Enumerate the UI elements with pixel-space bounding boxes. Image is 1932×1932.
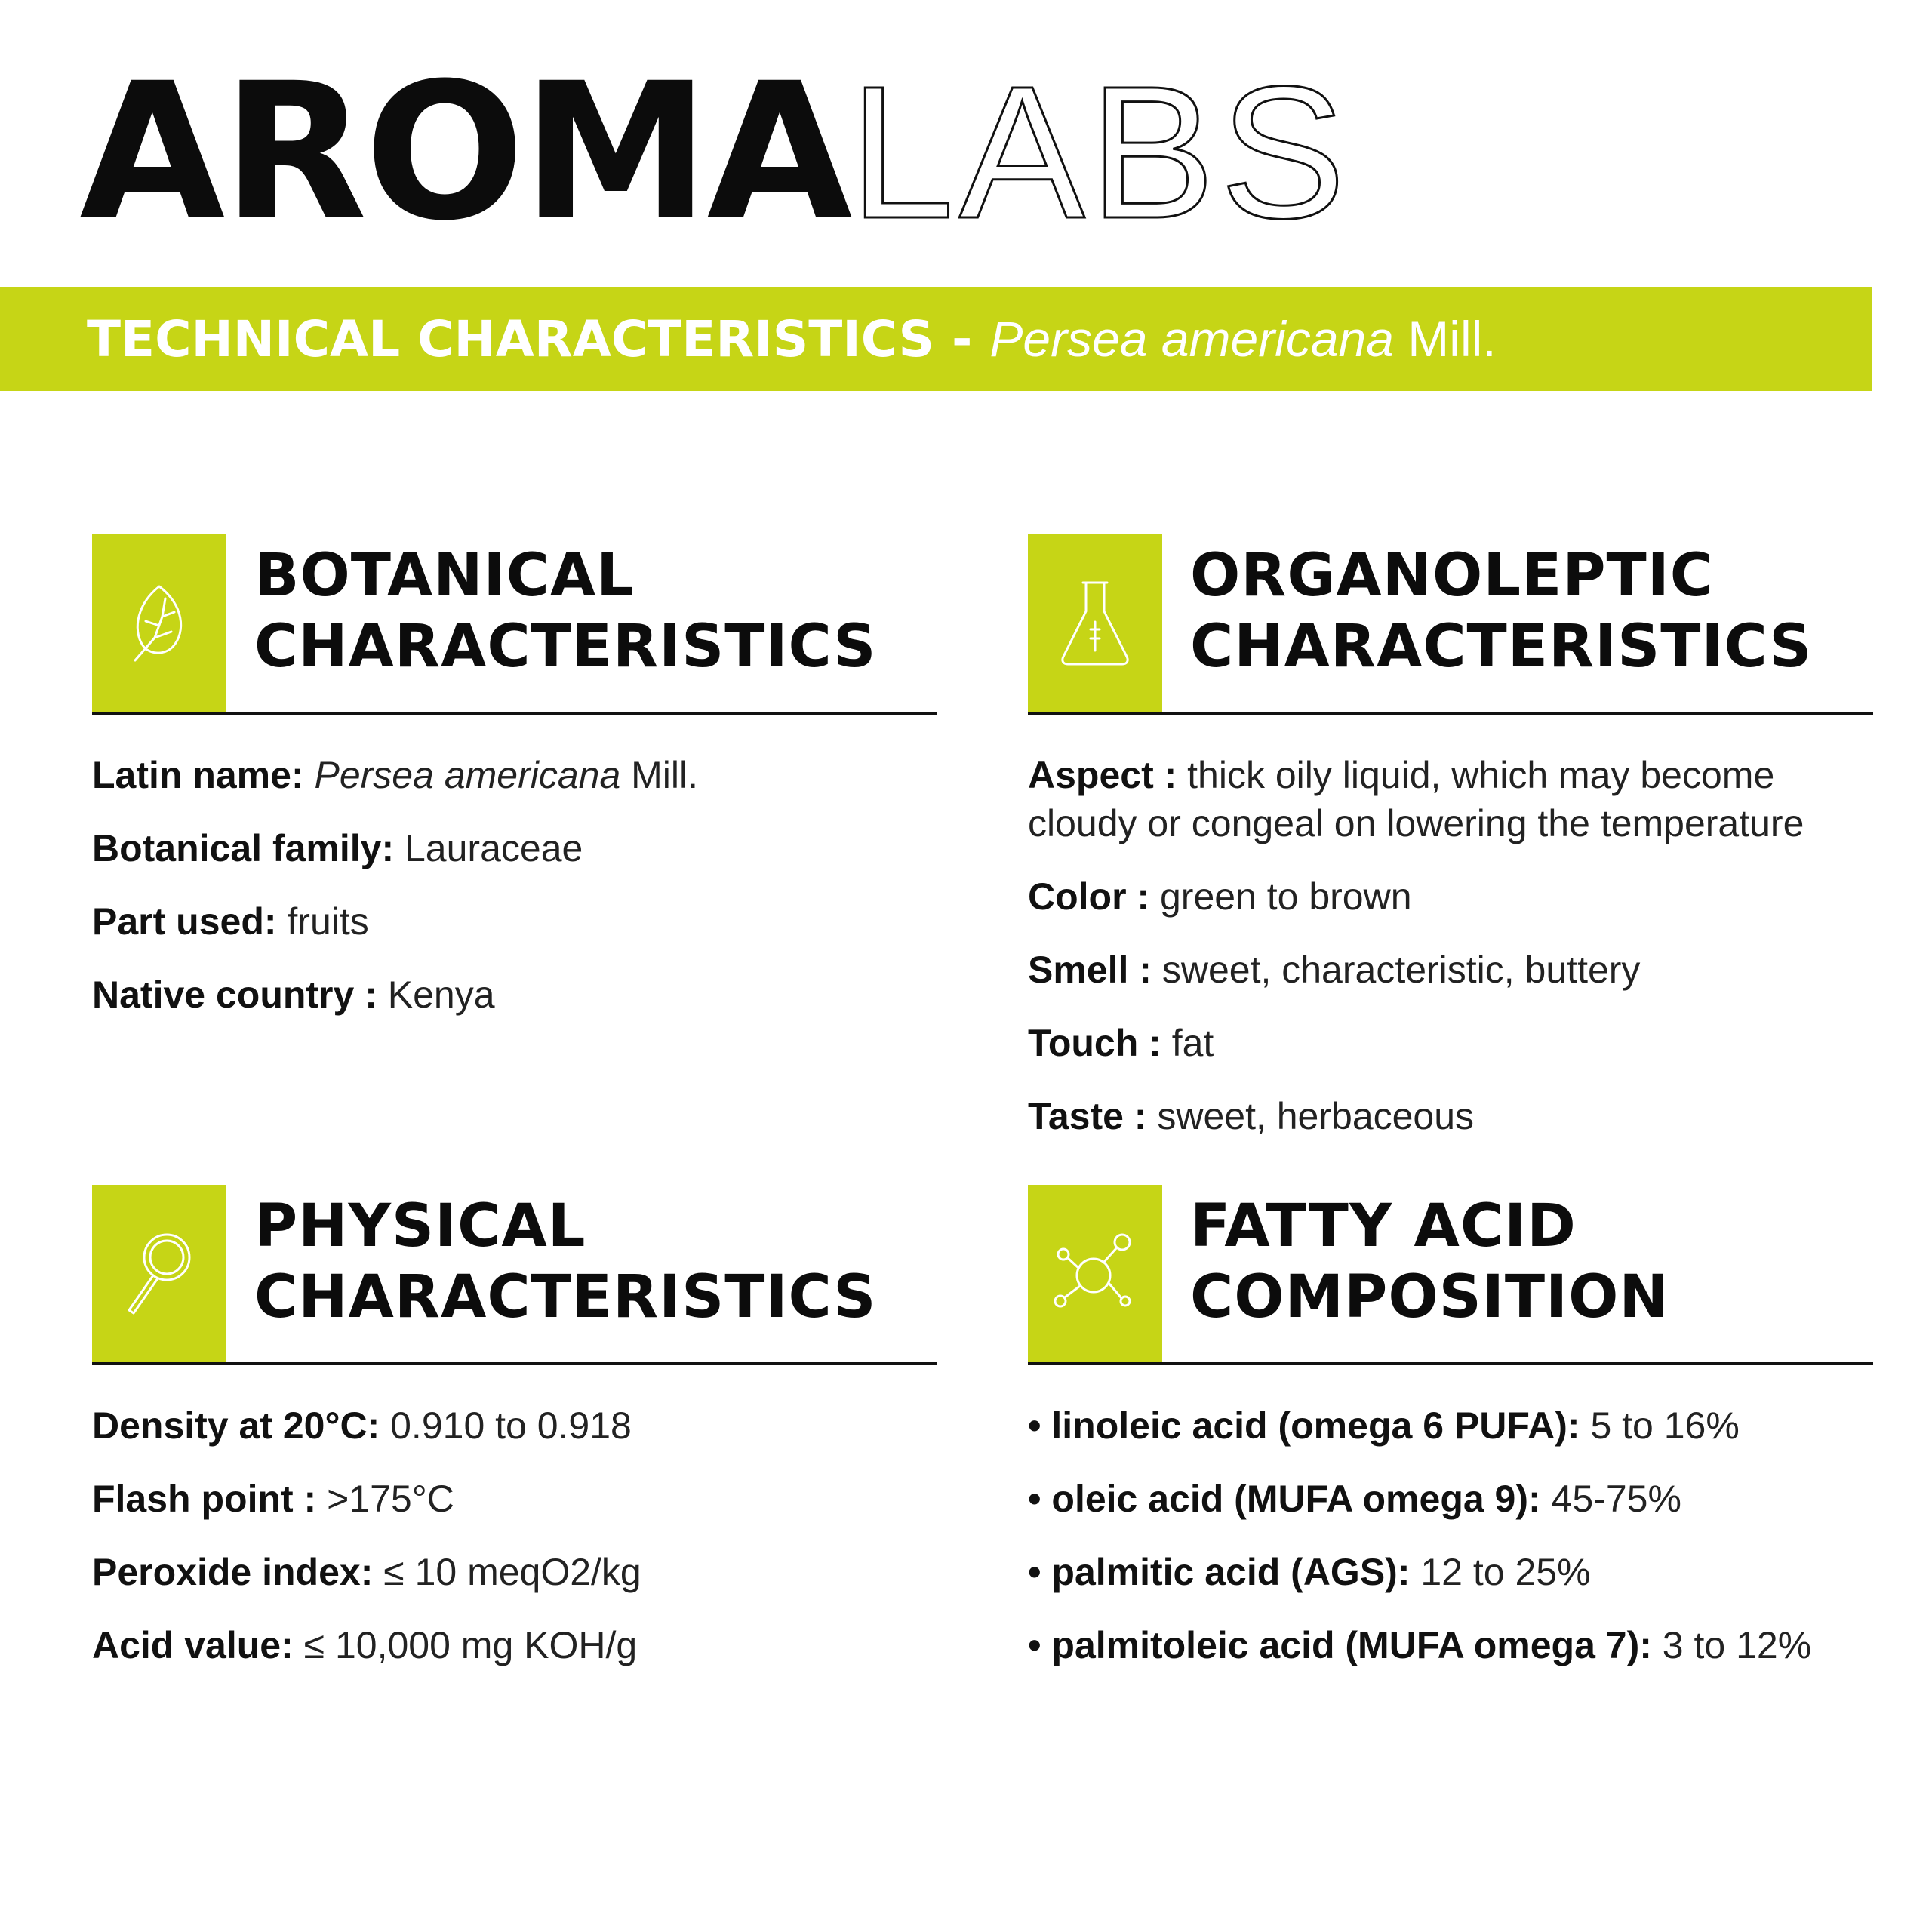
row-label: Flash point : xyxy=(92,1478,317,1520)
organoleptic-section xyxy=(1028,534,1873,1165)
row-label: Native country : xyxy=(92,974,377,1016)
row-value: 45-75% xyxy=(1540,1478,1681,1520)
row-value: sweet, herbaceous xyxy=(1146,1095,1475,1137)
row-label: Density at 20°C: xyxy=(92,1404,380,1447)
fatty-acid-section xyxy=(1028,1185,1873,1694)
touch-row xyxy=(1028,1019,1873,1067)
list-item xyxy=(1028,1621,1873,1669)
list-item xyxy=(1028,1401,1873,1450)
smell-row xyxy=(1028,946,1873,994)
flask-icon xyxy=(1028,534,1162,712)
aspect-row xyxy=(1028,751,1866,848)
botanical-section xyxy=(92,534,937,1044)
part-used-row xyxy=(92,897,937,946)
banner-latin-name: Persea americana xyxy=(989,311,1394,367)
botanical-family-row xyxy=(92,824,937,872)
row-label: Acid value: xyxy=(92,1624,294,1666)
row-value: thick oily liquid, which may become cloudy or congeal on lowering the temperature xyxy=(1028,754,1804,844)
peroxide-index-row xyxy=(92,1548,937,1596)
title-banner xyxy=(0,287,1872,391)
list-item xyxy=(1028,1548,1873,1596)
row-value: >175°C xyxy=(316,1478,454,1520)
title-line-2: CHARACTERISTICS xyxy=(1190,613,1813,681)
latin-name-row xyxy=(92,751,937,799)
row-value: 12 to 25% xyxy=(1410,1551,1591,1593)
title-line-1: BOTANICAL xyxy=(254,542,635,610)
aromalabs-logo xyxy=(79,42,1351,262)
native-country-row xyxy=(92,971,937,1019)
row-value: Lauraceae xyxy=(394,827,583,869)
row-label: • linoleic acid (omega 6 PUFA): xyxy=(1028,1404,1580,1447)
row-value: 5 to 16% xyxy=(1580,1404,1740,1447)
taste-row xyxy=(1028,1092,1873,1140)
flash-point-row xyxy=(92,1475,937,1523)
row-label: Peroxide index: xyxy=(92,1551,374,1593)
color-row xyxy=(1028,872,1873,921)
title-line-1: FATTY ACID xyxy=(1190,1192,1577,1260)
row-value: ≤ 10,000 mg KOH/g xyxy=(293,1624,638,1666)
row-label: • oleic acid (MUFA omega 9): xyxy=(1028,1478,1541,1520)
row-label: Touch : xyxy=(1028,1022,1161,1064)
row-label: Color : xyxy=(1028,875,1150,918)
row-value: 0.910 to 0.918 xyxy=(380,1404,632,1447)
banner-prefix: TECHNICAL CHARACTERISTICS - xyxy=(87,310,990,368)
organoleptic-list xyxy=(1028,751,1873,1140)
section-title xyxy=(1190,540,1812,682)
logo-labs: LABS xyxy=(849,47,1351,257)
row-value-italic: Persea americana xyxy=(314,754,621,796)
row-label: Aspect : xyxy=(1028,754,1177,796)
leaf-icon xyxy=(92,534,226,712)
title-line-2: COMPOSITION xyxy=(1190,1263,1669,1331)
row-value: 3 to 12% xyxy=(1651,1624,1812,1666)
row-value: sweet, characteristic, buttery xyxy=(1151,949,1641,991)
section-header xyxy=(1028,534,1873,715)
row-label: Taste : xyxy=(1028,1095,1147,1137)
logo-aroma: AROMA xyxy=(79,42,850,262)
section-title xyxy=(254,1191,876,1333)
section-header xyxy=(92,1185,937,1365)
row-value: fat xyxy=(1161,1022,1214,1064)
row-label: Smell : xyxy=(1028,949,1152,991)
title-line-1: PHYSICAL xyxy=(254,1192,586,1260)
section-title xyxy=(254,540,876,682)
row-value: fruits xyxy=(276,900,369,943)
section-title xyxy=(1190,1191,1669,1333)
section-header xyxy=(92,534,937,715)
list-item xyxy=(1028,1475,1873,1523)
title-line-1: ORGANOLEPTIC xyxy=(1190,542,1714,610)
row-value: Mill. xyxy=(620,754,699,796)
physical-list xyxy=(92,1401,937,1669)
section-header xyxy=(1028,1185,1873,1365)
magnifier-icon xyxy=(92,1185,226,1362)
fatty-acid-list xyxy=(1028,1401,1873,1669)
row-value: green to brown xyxy=(1149,875,1412,918)
row-label: Part used: xyxy=(92,900,277,943)
row-label: • palmitoleic acid (MUFA omega 7): xyxy=(1028,1624,1652,1666)
physical-section xyxy=(92,1185,937,1694)
acid-value-row xyxy=(92,1621,937,1669)
molecule-icon xyxy=(1028,1185,1162,1362)
row-value: Kenya xyxy=(377,974,495,1016)
botanical-list xyxy=(92,751,937,1019)
title-line-2: CHARACTERISTICS xyxy=(254,1263,877,1331)
row-label: Botanical family: xyxy=(92,827,395,869)
banner-title xyxy=(87,287,1497,391)
row-label: Latin name: xyxy=(92,754,304,796)
row-value: ≤ 10 meqO2/kg xyxy=(373,1551,641,1593)
banner-suffix: Mill. xyxy=(1393,311,1497,367)
density-row xyxy=(92,1401,937,1450)
row-label: • palmitic acid (AGS): xyxy=(1028,1551,1411,1593)
title-line-2: CHARACTERISTICS xyxy=(254,613,877,681)
